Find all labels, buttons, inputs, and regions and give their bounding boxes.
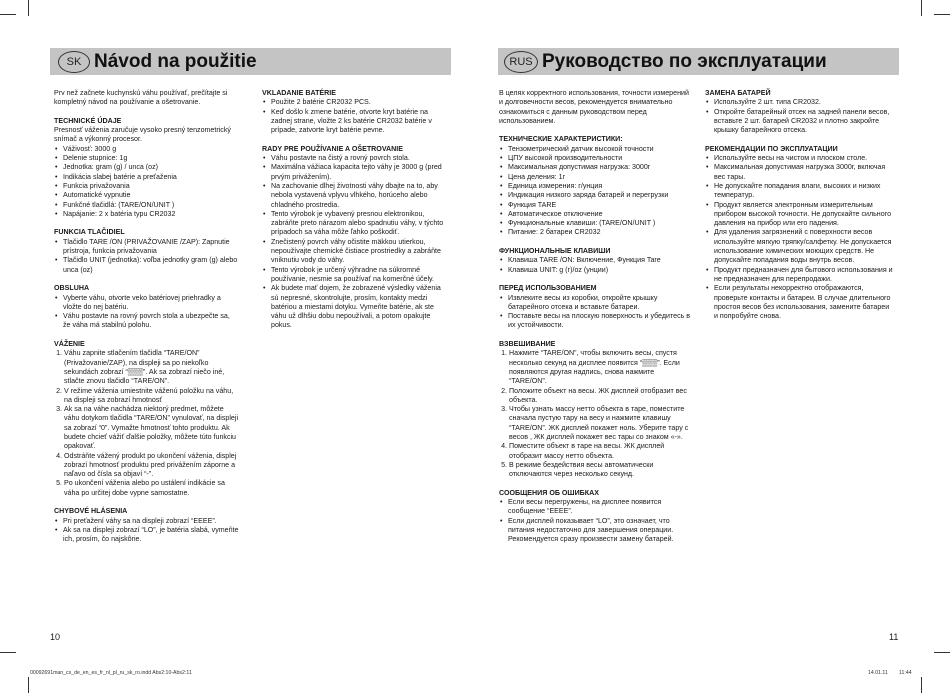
right-column-2 — [705, 89, 895, 331]
list-item: • Функция TARE — [508, 201, 691, 210]
list-item: 2. V režime váženia umiestnite váženú položku na váhu, na displeji sa zobrazí hmotnosť — [64, 387, 239, 406]
keys-list — [499, 256, 691, 275]
footer-file-info: 00092691man_cs_de_en_es_fr_nl_pl_ru_sk_ro.indd Abs2:10-Abs2:11 — [30, 670, 192, 676]
page-number: 10 — [50, 632, 61, 642]
list-item: • Используйте весы на чистом и плоском столе. — [714, 154, 895, 163]
left-column-2 — [262, 89, 447, 340]
crop-mark — [921, 0, 922, 16]
list-item: • Na zachovanie dlhej životnosti váhy dbajte na to, aby nebola vystavená vplyvu vlhkého, horúceho alebo chladného prostredia. — [271, 182, 447, 210]
list-item: • Для удаления загрязнений с поверхности весов используйте мягкую тряпку/салфетку. Не допускается использование химических моющих средств. Не допускайте попадания воды внутрь весов. — [714, 228, 895, 265]
list-item: • Tlačidlo TARE /ON (PRIVAŽOVANIE /ZAP): Zapnutie prístroja, funkcia privažovania — [63, 238, 239, 257]
list-item: • Tento výrobok je určený výhradne na súkromné používanie, nesmie sa používať na komerčné účely. — [271, 266, 447, 285]
weighing-list — [499, 349, 691, 479]
list-item: • Если весы перегружены, на дисплее появится сообщение “EEEE”. — [508, 498, 691, 517]
section-heading: ФУНКЦИОНАЛЬНЫЕ КЛАВИШИ — [499, 247, 611, 256]
list-item: • Ak budete mať dojem, že zobrazené výsledky váženia sú nepresné, skontrolujte, prosím, kontakty medzi batériou a miestami dotyku. Vymeňte batérie, ak ste váhu už dlhšiu dobu nepoužívali, a potom opakujte pokus. — [271, 284, 447, 330]
page-title: Návod na použitie — [94, 51, 257, 72]
section-heading: VÁŽENIE — [54, 340, 85, 349]
crop-mark — [934, 14, 950, 15]
page-number: 11 — [889, 632, 899, 642]
list-item: • ЦПУ высокой производительности — [508, 154, 691, 163]
right-column-1 — [499, 89, 691, 554]
crop-mark — [921, 677, 922, 693]
list-item: 2. Положите объект на весы. ЖК дисплей отобразит вес объекта. — [509, 387, 691, 406]
list-item: • Jednotka: gram (g) / unca (oz) — [63, 163, 239, 172]
list-item: • Automatické vypnutie — [63, 191, 239, 200]
section-heading: ЗАМЕНА БАТАРЕЙ — [705, 89, 771, 97]
before-use-list — [499, 294, 691, 331]
section-heading: RADY PRE POUŽÍVANIE A OŠETROVANIE — [262, 144, 403, 153]
operation-list — [54, 294, 239, 331]
list-item: 5. В режиме бездействия весы автоматически отключаются через несколько секунд. — [509, 461, 691, 480]
list-item: • Если результаты некорректно отображаются, проверьте контакты и батареи. В случае длительного простоя весов без использования, замените батареи и попробуйте снова. — [714, 284, 895, 321]
list-item: • Váhu postavte na čistý a rovný povrch stola. — [271, 154, 447, 163]
list-item: • Vyberte váhu, otvorte veko batériovej priehradky a vložte do nej batériu. — [63, 294, 239, 313]
list-item: • Ak sa na displeji zobrazí “LO”, je batéria slabá, vymeňte ich, prosím, čo najskôrie. — [63, 526, 239, 545]
section-heading: CHYBOVÉ HLÁSENIA — [54, 507, 128, 516]
page-title: Руководство по эксплуатации — [542, 51, 827, 72]
list-item: • Продукт является электронным измерительным прибором высокой точности. Не допускайте сильного давления на прибор или его падения. — [714, 201, 895, 229]
list-item: • Váhu postavte na rovný povrch stola a ubezpečte sa, že váha má stabilnú polohu. — [63, 312, 239, 331]
section-heading: СООБЩЕНИЯ ОБ ОШИБКАХ — [499, 488, 599, 497]
section-text: Presnosť váženia zaručuje vysoko presný tenzometrický snímač a výkonný procesor. — [54, 126, 231, 144]
list-item: • Váživosť: 3000 g — [63, 145, 239, 154]
intro-text: Prv než začnete kuchynskú váhu používať, prečítajte si kompletný návod na používanie a ošetrovanie. — [54, 89, 228, 107]
list-item: • Автоматическое отключение — [508, 210, 691, 219]
section-heading: OBSLUHA — [54, 284, 90, 293]
left-column-1 — [54, 89, 239, 554]
list-item: • Delenie stupnice: 1g — [63, 154, 239, 163]
list-item: • Keď došlo k zmene batérie, otvorte kryt batérie na zadnej strane, vložte 2 ks batérie CR2032 batérie v prípade, zatvorte kryt batérie pevne. — [271, 108, 447, 136]
language-badge: RUS — [504, 51, 538, 73]
list-item: • Клавиша UNIT: g (г)/oz (унции) — [508, 266, 691, 275]
list-item: • Indikácia slabej batérie a preťaženia — [63, 173, 239, 182]
crop-mark — [28, 0, 29, 16]
list-item: • Тензометрический датчик высокой точности — [508, 145, 691, 154]
list-item: • Napájanie: 2 x batéria typu CR2032 — [63, 210, 239, 219]
tech-list — [499, 145, 691, 238]
list-item: • Максимальная допустимая нагрузка 3000г, включая вес тары. — [714, 163, 895, 182]
section-heading: ВЗВЕШИВАНИЕ — [499, 340, 556, 349]
section-heading: FUNKCIA TLAČIDIEL — [54, 228, 125, 237]
list-item: • Znečistený povrch váhy očistite mäkkou utierkou, nepoužívajte chemické čistiace prostriedky a zabráňte vniknutiu vody do váhy. — [271, 238, 447, 266]
tech-list — [54, 145, 239, 219]
crop-mark — [0, 14, 16, 15]
list-item: • Не допускайте попадания влаги, высоких и низких температур. — [714, 182, 895, 201]
section-heading: VKLADANIE BATÉRIE — [262, 89, 336, 97]
section-heading: TECHNICKÉ ÚDAJE — [54, 116, 122, 125]
section-heading: ТЕХНИЧЕСКИЕ ХАРАКТЕРИСТИКИ: — [499, 135, 623, 144]
list-item: • Если дисплей показывает “LO”, это означает, что питания недостаточно для завершения операции. Рекомендуется сразу произвести замену батарей. — [508, 517, 691, 545]
list-item: 3. Чтобы узнать массу нетто объекта в таре, поместите сначала пустую тару на весу и нажмите клавишу “TARE/ON”. ЖК дисплей покажет ноль. Уберите тару с весов , ЖК дисплей покажет вес тары со знаком «-». — [509, 405, 691, 442]
battery-list — [705, 98, 895, 135]
list-item: 5. Po ukončení váženia alebo po ustálení indikácie sa váha po určitej dobe vypne samostatne. — [64, 479, 239, 498]
crop-mark — [934, 652, 950, 653]
list-item: • Použite 2 batérie CR2032 PCS. — [271, 98, 447, 107]
right-header-bar — [498, 48, 899, 75]
list-item: • Питание: 2 батареи CR2032 — [508, 228, 691, 237]
list-item: • Tento výrobok je vybavený presnou elektronikou, zabráňte preto nárazom alebo spadnutiu váhy, v týchto prípadoch sa váha môže ľahko poškodiť. — [271, 210, 447, 238]
buttons-list — [54, 238, 239, 275]
list-item: • Funkcia privažovania — [63, 182, 239, 191]
weighing-list — [54, 349, 239, 498]
list-item: • Цена деления: 1г — [508, 173, 691, 182]
error-list — [54, 517, 239, 545]
list-item: • Откройте батарейный отсек на задней панели весов, вставьте 2 шт. батарей CR2032 и плотно закройте крышку батарейного отсека. — [714, 108, 895, 136]
list-item: 4. Odstráňte vážený produkt po ukončení váženia, displej zobrazí hmotnosť produktu pred privážením záporne a naľavo od čísla sa objaví “-”. — [64, 452, 239, 480]
list-item: • Функциональные клавиши: (TARE/ON/UNIT ) — [508, 219, 691, 228]
list-item: • Funkčné tlačidlá: (TARE/ON/UNIT ) — [63, 201, 239, 210]
list-item: • Поставьте весы на плоскую поверхность и убедитесь в их устойчивости. — [508, 312, 691, 331]
care-list — [262, 154, 447, 331]
list-item: 1. Váhu zapnite stlačením tlačidla “TARE/ON” (Privažovanie/ZAP), na displeji sa po niekoľko sekundách zobrazí “▒▒▒”. Ak sa zobrazí niečo iné, stlačte znovu tlačidlo “TARE/ON”. — [64, 349, 239, 386]
list-item: • Maximálna vážiaca kapacita tejto váhy je 3000 g (pred prvým privážením). — [271, 163, 447, 182]
section-heading: РЕКОМЕНДАЦИИ ПО ЭКСПЛУАТАЦИИ — [705, 144, 838, 153]
footer-date: 14.01.11 — [868, 670, 888, 676]
list-item: 3. Ak sa na váhe nachádza niektorý predmet, môžete váhu dotykom tlačidla “TARE/ON” vynulovať, na displeji sa zobrazí “0”. Vymažte hmotnosť tohto produktu. Ak budete chcieť vážiť ďalšie položky, môžete túto funkciu opakovať. — [64, 405, 239, 451]
crop-mark — [0, 652, 16, 653]
error-list — [499, 498, 691, 544]
list-item: • Извлеките весы из коробки, откройте крышку батарейного отсека и вставьте батареи. — [508, 294, 691, 313]
left-header-bar — [50, 48, 451, 75]
crop-mark — [28, 677, 29, 693]
list-item: • Используйте 2 шт. типа CR2032. — [714, 98, 895, 107]
list-item: • Индикация низкого заряда батарей и перегрузки — [508, 191, 691, 200]
language-badge: SK — [58, 51, 90, 73]
section-heading: ПЕРЕД ИСПОЛЬЗОВАНИЕМ — [499, 284, 597, 293]
list-item: • Единица измерения: г/унция — [508, 182, 691, 191]
list-item: • Tlačidlo UNIT (jednotka): voľba jednotky gram (g) alebo unca (oz) — [63, 256, 239, 275]
list-item: • Максимальная допустимая нагрузка: 3000г — [508, 163, 691, 172]
footer-time: 11:44 — [899, 670, 912, 676]
battery-list — [262, 98, 447, 135]
care-list — [705, 154, 895, 321]
list-item: • Pri preťažení váhy sa na displeji zobrazí “EEEE”. — [63, 517, 239, 526]
intro-text: В целях корректного использования, точности измерений и долговечности весов, рекомендуется внимательно ознакомиться с данным руководством перед использованием. — [499, 89, 689, 125]
list-item: 4. Поместите объект в таре на весы. ЖК дисплей отобразит массу нетто объекта. — [509, 442, 691, 461]
list-item: • Клавиша TARE /ON: Включение, Функция Tare — [508, 256, 691, 265]
list-item: 1. Нажмите “TARE/ON”, чтобы включить весы, спустя несколько секунд на дисплее появится “▒▒▒”. Если появляются другая надпись, снова нажмите “TARE/ON”. — [509, 349, 691, 386]
list-item: • Продукт предназначен для бытового использования и не предназначен для перепродажи. — [714, 266, 895, 285]
